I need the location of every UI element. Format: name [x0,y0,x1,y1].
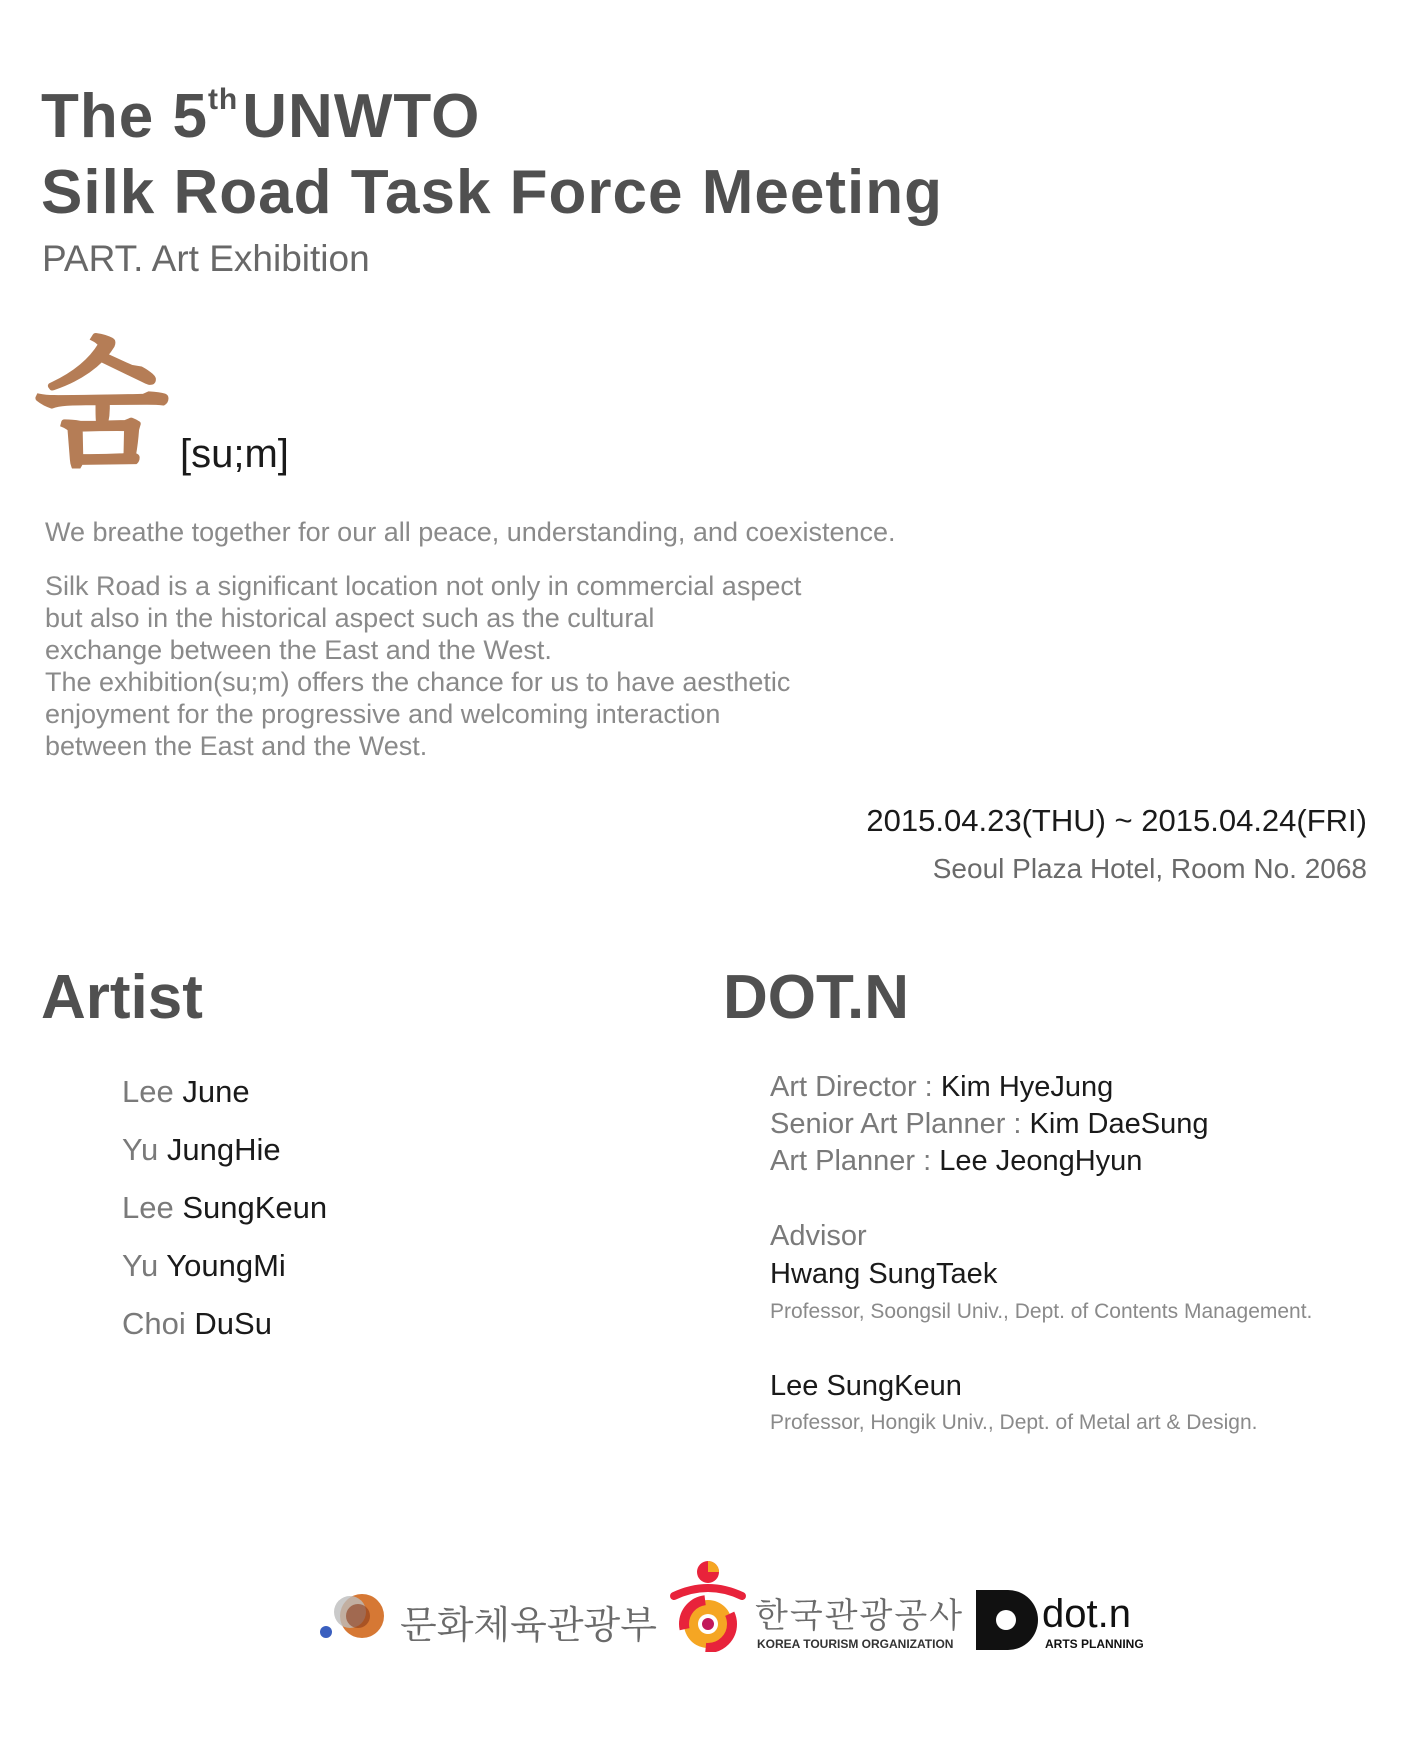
kto-logo-subtitle: KOREA TOURISM ORGANIZATION [757,1637,954,1651]
description-line: between the East and the West. [45,731,428,761]
ministry-logo-icon [318,1590,394,1642]
advisor-name: Hwang SungTaek [770,1258,998,1290]
description-line: exchange between the East and the West. [45,635,552,665]
exhibit-pronunciation: [su;m] [180,432,289,476]
advisor-role: Professor, Hongik Univ., Dept. of Metal art & Design. [770,1411,1258,1434]
exhibit-venue: Seoul Plaza Hotel, Room No. 2068 [932,853,1367,884]
advisor-role: Professor, Soongsil Univ., Dept. of Contents Management. [770,1300,1313,1323]
advisor-name: Lee SungKeun [770,1370,962,1402]
description-line: The exhibition(su;m) offers the chance for us to have aesthetic [45,667,791,697]
list-item: Yu YoungMi [122,1248,286,1283]
exhibit-tagline: We breathe together for our all peace, understanding, and coexistence. [45,517,896,547]
exhibit-description [45,570,945,762]
crew-list [770,1069,1208,1180]
exhibit-hangul-title: 숨 [34,323,170,486]
title-line-2: Silk Road Task Force Meeting [41,158,943,227]
kto-logo-text: 한국관광공사 [755,1596,965,1636]
list-item: Lee SungKeun [122,1190,328,1225]
list-item: Art Director : Kim HyeJung [770,1071,1114,1103]
description-line: but also in the historical aspect such as the cultural [45,603,655,633]
dotn-logo-text: dot.n [1042,1592,1131,1636]
artist-heading: Artist [41,963,203,1032]
ministry-logo-text: 문화체육관광부 [400,1603,657,1647]
artist-list [122,1072,327,1362]
dotn-logo-icon [974,1588,1040,1652]
list-item: Yu JungHie [122,1132,281,1167]
page-title [41,62,943,231]
list-item: Art Planner : Lee JeongHyun [770,1145,1143,1177]
advisor-label: Advisor [770,1220,867,1252]
title-line-1: The 5thUNWTO [41,82,481,151]
dotn-logo-subtitle: ARTS PLANNING [1045,1637,1144,1651]
description-line: Silk Road is a significant location not only in commercial aspect [45,571,802,601]
list-item: Choi DuSu [122,1306,272,1341]
list-item: Lee June [122,1074,250,1109]
exhibit-dates: 2015.04.23(THU) ~ 2015.04.24(FRI) [866,803,1367,838]
part-subtitle: PART. Art Exhibition [42,238,370,279]
description-line: enjoyment for the progressive and welcoming interaction [45,699,721,729]
list-item: Senior Art Planner : Kim DaeSung [770,1108,1209,1140]
dotn-heading: DOT.N [723,963,909,1032]
kto-logo-icon [668,1560,748,1652]
